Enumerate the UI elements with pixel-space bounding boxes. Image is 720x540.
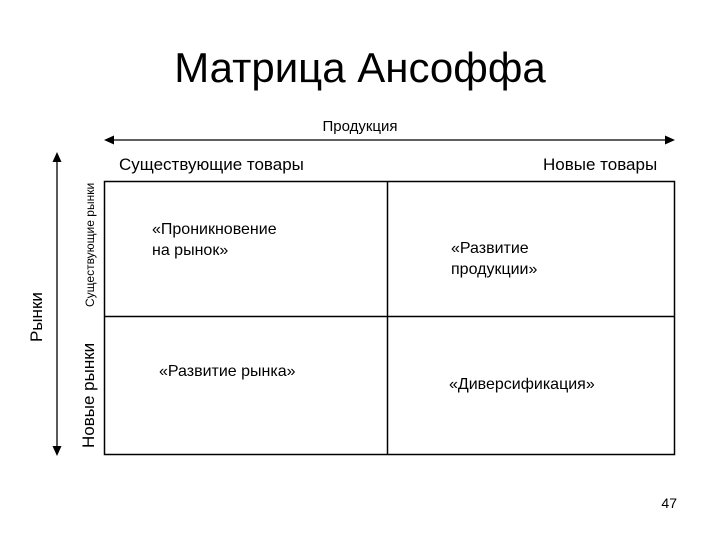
cell-product-development-line-1: «Развитие — [451, 240, 529, 257]
horizontal-axis-label: Продукция — [322, 118, 398, 135]
row-header-existing-markets: Существующие рынки — [83, 182, 97, 307]
row-header-new-markets: Новые рынки — [79, 342, 98, 448]
column-header-existing-products: Существующие товары — [119, 155, 304, 174]
vertical-axis-label: Рынки — [27, 292, 46, 342]
page-number: 47 — [661, 495, 677, 511]
cell-product-development — [451, 238, 537, 280]
cell-market-development: «Развитие рынка» — [159, 363, 296, 380]
cell-diversification: «Диверсификация» — [449, 376, 595, 393]
vertical-double-arrow — [53, 152, 62, 456]
column-header-new-products: Новые товары — [543, 155, 658, 174]
cell-market-penetration-line-1: «Проникновение — [152, 221, 277, 238]
cell-product-development-line-2: продукции» — [451, 261, 538, 278]
page-title: Матрица Ансоффа — [174, 44, 546, 91]
cell-market-penetration-line-2: на рынок» — [152, 242, 229, 259]
cell-market-penetration — [152, 219, 277, 261]
